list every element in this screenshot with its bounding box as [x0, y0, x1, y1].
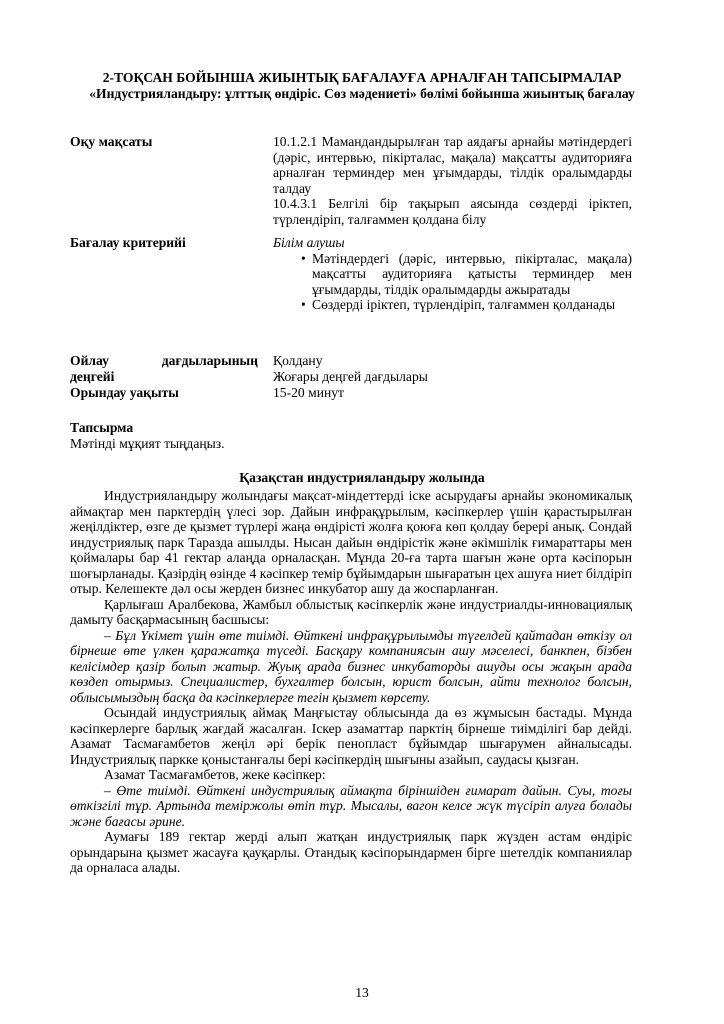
task-text: Мәтінді мұқият тыңдаңыз.	[70, 436, 225, 451]
level-label: Ойлау дағдыларының деңгейі	[70, 353, 258, 384]
time-value: 15-20 минут	[273, 385, 345, 400]
page-header	[66, 70, 658, 101]
goal-label: Оқу мақсаты	[70, 134, 153, 149]
criteria-label: Бағалау критерийі	[70, 235, 186, 250]
article-paragraph: Аумағы 189 гектар жерді алып жатқан индустриялық парк жүзден астам өндіріс орындарына қызмет жасауға қауқарлы. Отандық кәсіпорындармен бірге шетелдік компаниялар да орналаса алады.	[70, 829, 632, 875]
article-paragraph: Индустрияландыру жолындағы мақсат-міндеттерді іске асырудағы арнайы экономикалық аймақтар мен парктердің үлесі зор. Дайын инфрақұрылым, кәсіпкерлер үшін қарастырылған жеңілдіктер, өзге де қызмет түрлері жаңа өндірісті жолға қоюға көп қолдау берері анық. Сондай индустриялық парк Таразда ашылды. Нысан дайын өндірістік және әкімшілік ғимараттары мен қоймалары бар 41 гектар алаңда орналасқан. Мұнда 20-ға тарта шағын және орта кәсіпорын шоғырланады. Қазірдің өзінде 4 кәсіпкер темір бұйымдарын шығаратын цех ашуға ниет білдіріп отыр. Келешекте дәл осы жерден бизнес инкубатор ашу да жоспарланған.	[70, 488, 632, 596]
bullet-icon: •	[301, 297, 306, 312]
criteria-list	[273, 251, 632, 313]
criteria-item: • Сөздерді іріктеп, түрлендіріп, талғаммен қолданады	[301, 297, 616, 312]
criteria-item: • Мәтіндердегі (дәріс, интервью, пікірталас, мақала) мақсатты аудиторияға қатысты терминдер мен ұғымдарды, тілдік оралымдарды ажыратады	[301, 250, 632, 297]
goal-item-2: 10.4.3.1 Белгілі бір тақырып аясында сөздерді іріктеп, түрлендіріп, талғаммен қолдана білу	[273, 196, 632, 227]
time-label: Орындау уақыты	[70, 385, 179, 400]
level-value: Қолдану Жоғары деңгей дағдылары	[273, 353, 428, 384]
criteria-heading: Білім алушы	[273, 235, 345, 250]
header-title: 2-ТОҚСАН БОЙЫНША ЖИЫНТЫҚ БАҒАЛАУҒА АРНАЛҒАН ТАПСЫРМАЛАР	[102, 70, 622, 85]
header-subtitle: «Индустрияландыру: ұлттық өндіріс. Сөз мәдениеті» бөлімі бойынша жиынтық бағалау	[89, 85, 635, 101]
article-paragraph: Қарлығаш Аралбекова, Жамбыл облыстық кәсіпкерлік және индустриалды-инновациялық дамыту басқармасының басшысы:	[70, 596, 632, 627]
bullet-icon: •	[301, 250, 306, 266]
task-title: Тапсырма	[70, 420, 134, 435]
criteria-value	[273, 235, 632, 313]
goal-value	[273, 134, 632, 227]
article-paragraph: Азамат Тасмағамбетов, жеке кәсіпкер:	[104, 767, 326, 782]
article-body	[70, 488, 632, 876]
page-number: 13	[355, 985, 369, 1000]
article-paragraph: Осындай индустриялық аймақ Маңғыстау облысында да өз жұмысын бастады. Мұнда кәсіпкерлерге барлық жағдай жасалған. Іскер азаматтар парктің бірнеше тиімділігі бар дейді. Азамат Тасмағамбетов жеңіл әрі берік пенопласт бұйымдар шығарумен айналысады. Индустриялық паркке қоныстанғалы бері кәсіпкердің шығыны азайып, саудасы қызған.	[70, 705, 632, 767]
article-quote: – Бұл Үкімет үшін өте тиімді. Өйткені инфрақұрылымды түгелдей қайтадан өткізу ол бірнеше өте үлкен қаражатқа түседі. Басқару компаниясын ашу мәселесі, банкпен, бізбен келісімдер қазір болып жатыр. Жуық арада бизнес инкубаторды ашуды осы жақын арада көздеп отырмыз. Специалистер, бухгалтер болсын, юрист болсын, айти технолог болсын, облысымыздың басқа да кәсіпкерлерге тегін қызмет көрсету.	[70, 627, 632, 705]
article-quote: – Өте тиімді. Өйткені индустриялық аймақта біріншіден ғимарат дайын. Суы, тоғы өткізгілі тұр. Артында теміржолы өтіп тұр. Мысалы, вагон келсе жүк түсіріп алуға болады және бағасы әрине.	[70, 782, 632, 829]
article-title: Қазақстан индустрияландыру жолында	[239, 470, 485, 485]
goal-item-1: 10.1.2.1 Мамандандырылған тар аядағы арнайы мәтіндердегі (дәріс, интервью, пікірталас, мақала) мақсатты аудиторияға арналған терминдер мен ұғымдарды, тілдік оралымдарды талдау	[273, 134, 632, 196]
